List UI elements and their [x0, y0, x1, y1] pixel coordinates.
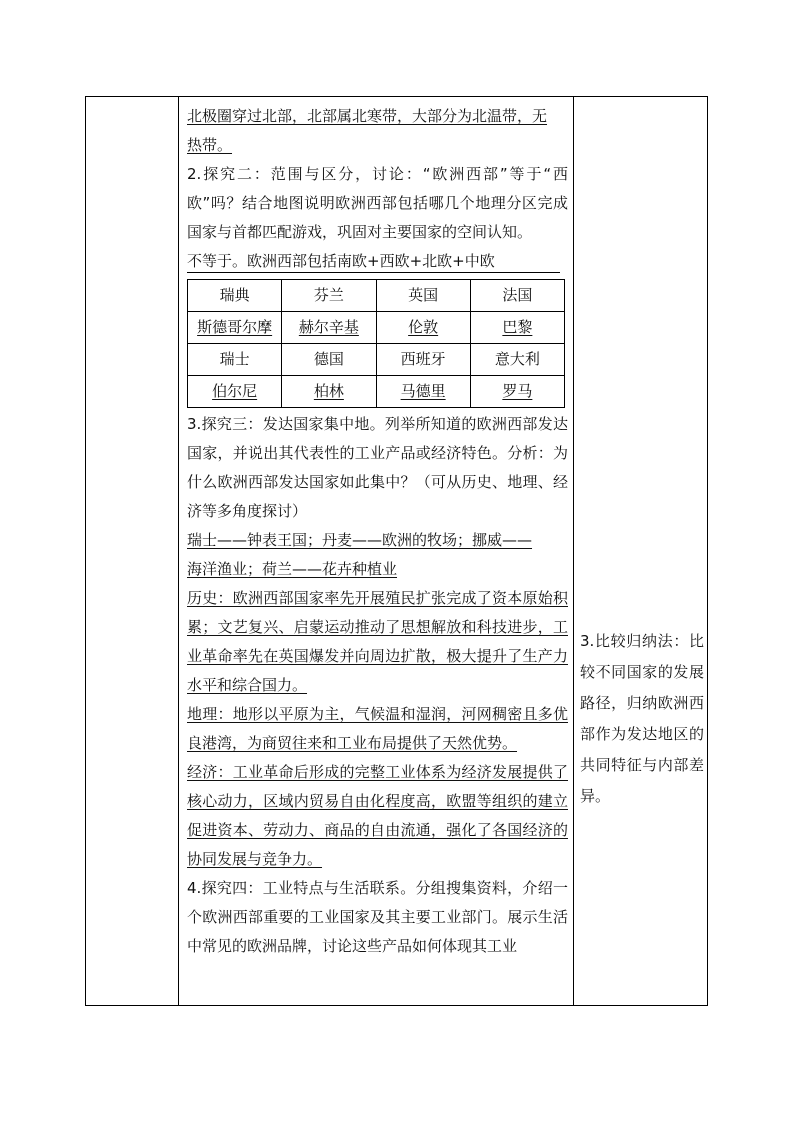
- capital-text: 伦敦: [408, 318, 439, 336]
- intro-line-2: 热带。: [187, 136, 233, 154]
- explore3-history: [187, 584, 568, 700]
- explore2-answer-line: [187, 247, 568, 276]
- left-column-cell: [86, 97, 179, 1005]
- capital-cell: [188, 376, 282, 408]
- history-text: 历史：欧洲西部国家率先开展殖民扩张完成了资本原始积累；文艺复兴、启蒙运动推动了思想解放和科技进步，工业革命率先在英国爆发并向周边扩散，极大提升了生产力水平和综合国力。: [187, 589, 568, 694]
- country-cell: 法国: [470, 280, 564, 312]
- explore2-answer: 不等于。欧洲西部包括南欧+西欧+北欧+中欧: [187, 250, 560, 273]
- examples-line-2: 海洋渔业；荷兰——花卉种植业: [187, 560, 398, 578]
- country-cell: 意大利: [470, 344, 564, 376]
- explore3-geography: [187, 700, 568, 758]
- geography-text: 地理：地形以平原为主，气候温和湿润，河网稠密且多优良港湾，为商贸往来和工业布局提供了天然优势。: [187, 705, 568, 752]
- capital-cell: [470, 312, 564, 344]
- capital-cell: [376, 376, 470, 408]
- table-row: [188, 344, 565, 376]
- country-cell: 瑞士: [188, 344, 282, 376]
- examples-line-1: 瑞士——钟表王国；丹麦——欧洲的牧场；挪威——: [187, 531, 533, 549]
- intro-line-1: 北极圈穿过北部，北部属北寒带，大部分为北温带，无: [187, 107, 548, 125]
- country-cell: 西班牙: [376, 344, 470, 376]
- country-cell: 德国: [282, 344, 376, 376]
- table-row: [188, 376, 565, 408]
- capital-text: 柏林: [313, 382, 344, 400]
- capital-text: 巴黎: [502, 318, 533, 336]
- table-row: [188, 280, 565, 312]
- capital-cell: [282, 376, 376, 408]
- capital-text: 斯德哥尔摩: [197, 318, 273, 336]
- explore3-question: 3.探究三：发达国家集中地。列举所知道的欧洲西部发达国家，并说出其代表性的工业产品或经济特色。分析：为什么欧洲西部发达国家如此集中？（可从历史、地理、经济等多角度探讨）: [187, 415, 568, 520]
- table-row: [188, 312, 565, 344]
- explore3-examples: [187, 526, 568, 584]
- explore4-question: 4.探究四：工业特点与生活联系。分组搜集资料，介绍一个欧洲西部重要的工业国家及其主要工业部门。展示生活中常见的欧洲品牌，讨论这些产品如何体现其工业: [187, 879, 568, 955]
- capital-text: 伯尔尼: [212, 382, 258, 400]
- method-text: 3.比较归纳法：比较不同国家的发展路径，归纳欧洲西部作为发达地区的共同特征与内部差异。: [580, 632, 704, 805]
- capital-cell: [282, 312, 376, 344]
- country-capital-table: [187, 279, 565, 408]
- intro-text: [187, 102, 568, 160]
- economy-text: 经济：工业革命后形成的完整工业体系为经济发展提供了核心动力，区域内贸易自由化程度高，欧盟等组织的建立促进资本、劳动力、商品的自由流通，强化了各国经济的协同发展与竞争力。: [187, 763, 568, 868]
- lesson-plan-table: [85, 96, 708, 1006]
- country-cell: 英国: [376, 280, 470, 312]
- explore3-economy: [187, 758, 568, 874]
- capital-text: 赫尔辛基: [298, 318, 359, 336]
- explore2-question: 2.探究二：范围与区分，讨论：“欧洲西部”等于“西欧”吗？结合地图说明欧洲西部包括哪几个地理分区完成国家与首都匹配游戏，巩固对主要国家的空间认知。: [187, 165, 568, 241]
- capital-text: 罗马: [502, 382, 533, 400]
- capital-cell: [376, 312, 470, 344]
- capital-cell: [188, 312, 282, 344]
- method-column-cell: [574, 97, 707, 1005]
- activity-column-cell: [179, 97, 574, 1005]
- capital-text: 马德里: [400, 382, 446, 400]
- country-cell: 瑞典: [188, 280, 282, 312]
- country-cell: 芬兰: [282, 280, 376, 312]
- capital-cell: [470, 376, 564, 408]
